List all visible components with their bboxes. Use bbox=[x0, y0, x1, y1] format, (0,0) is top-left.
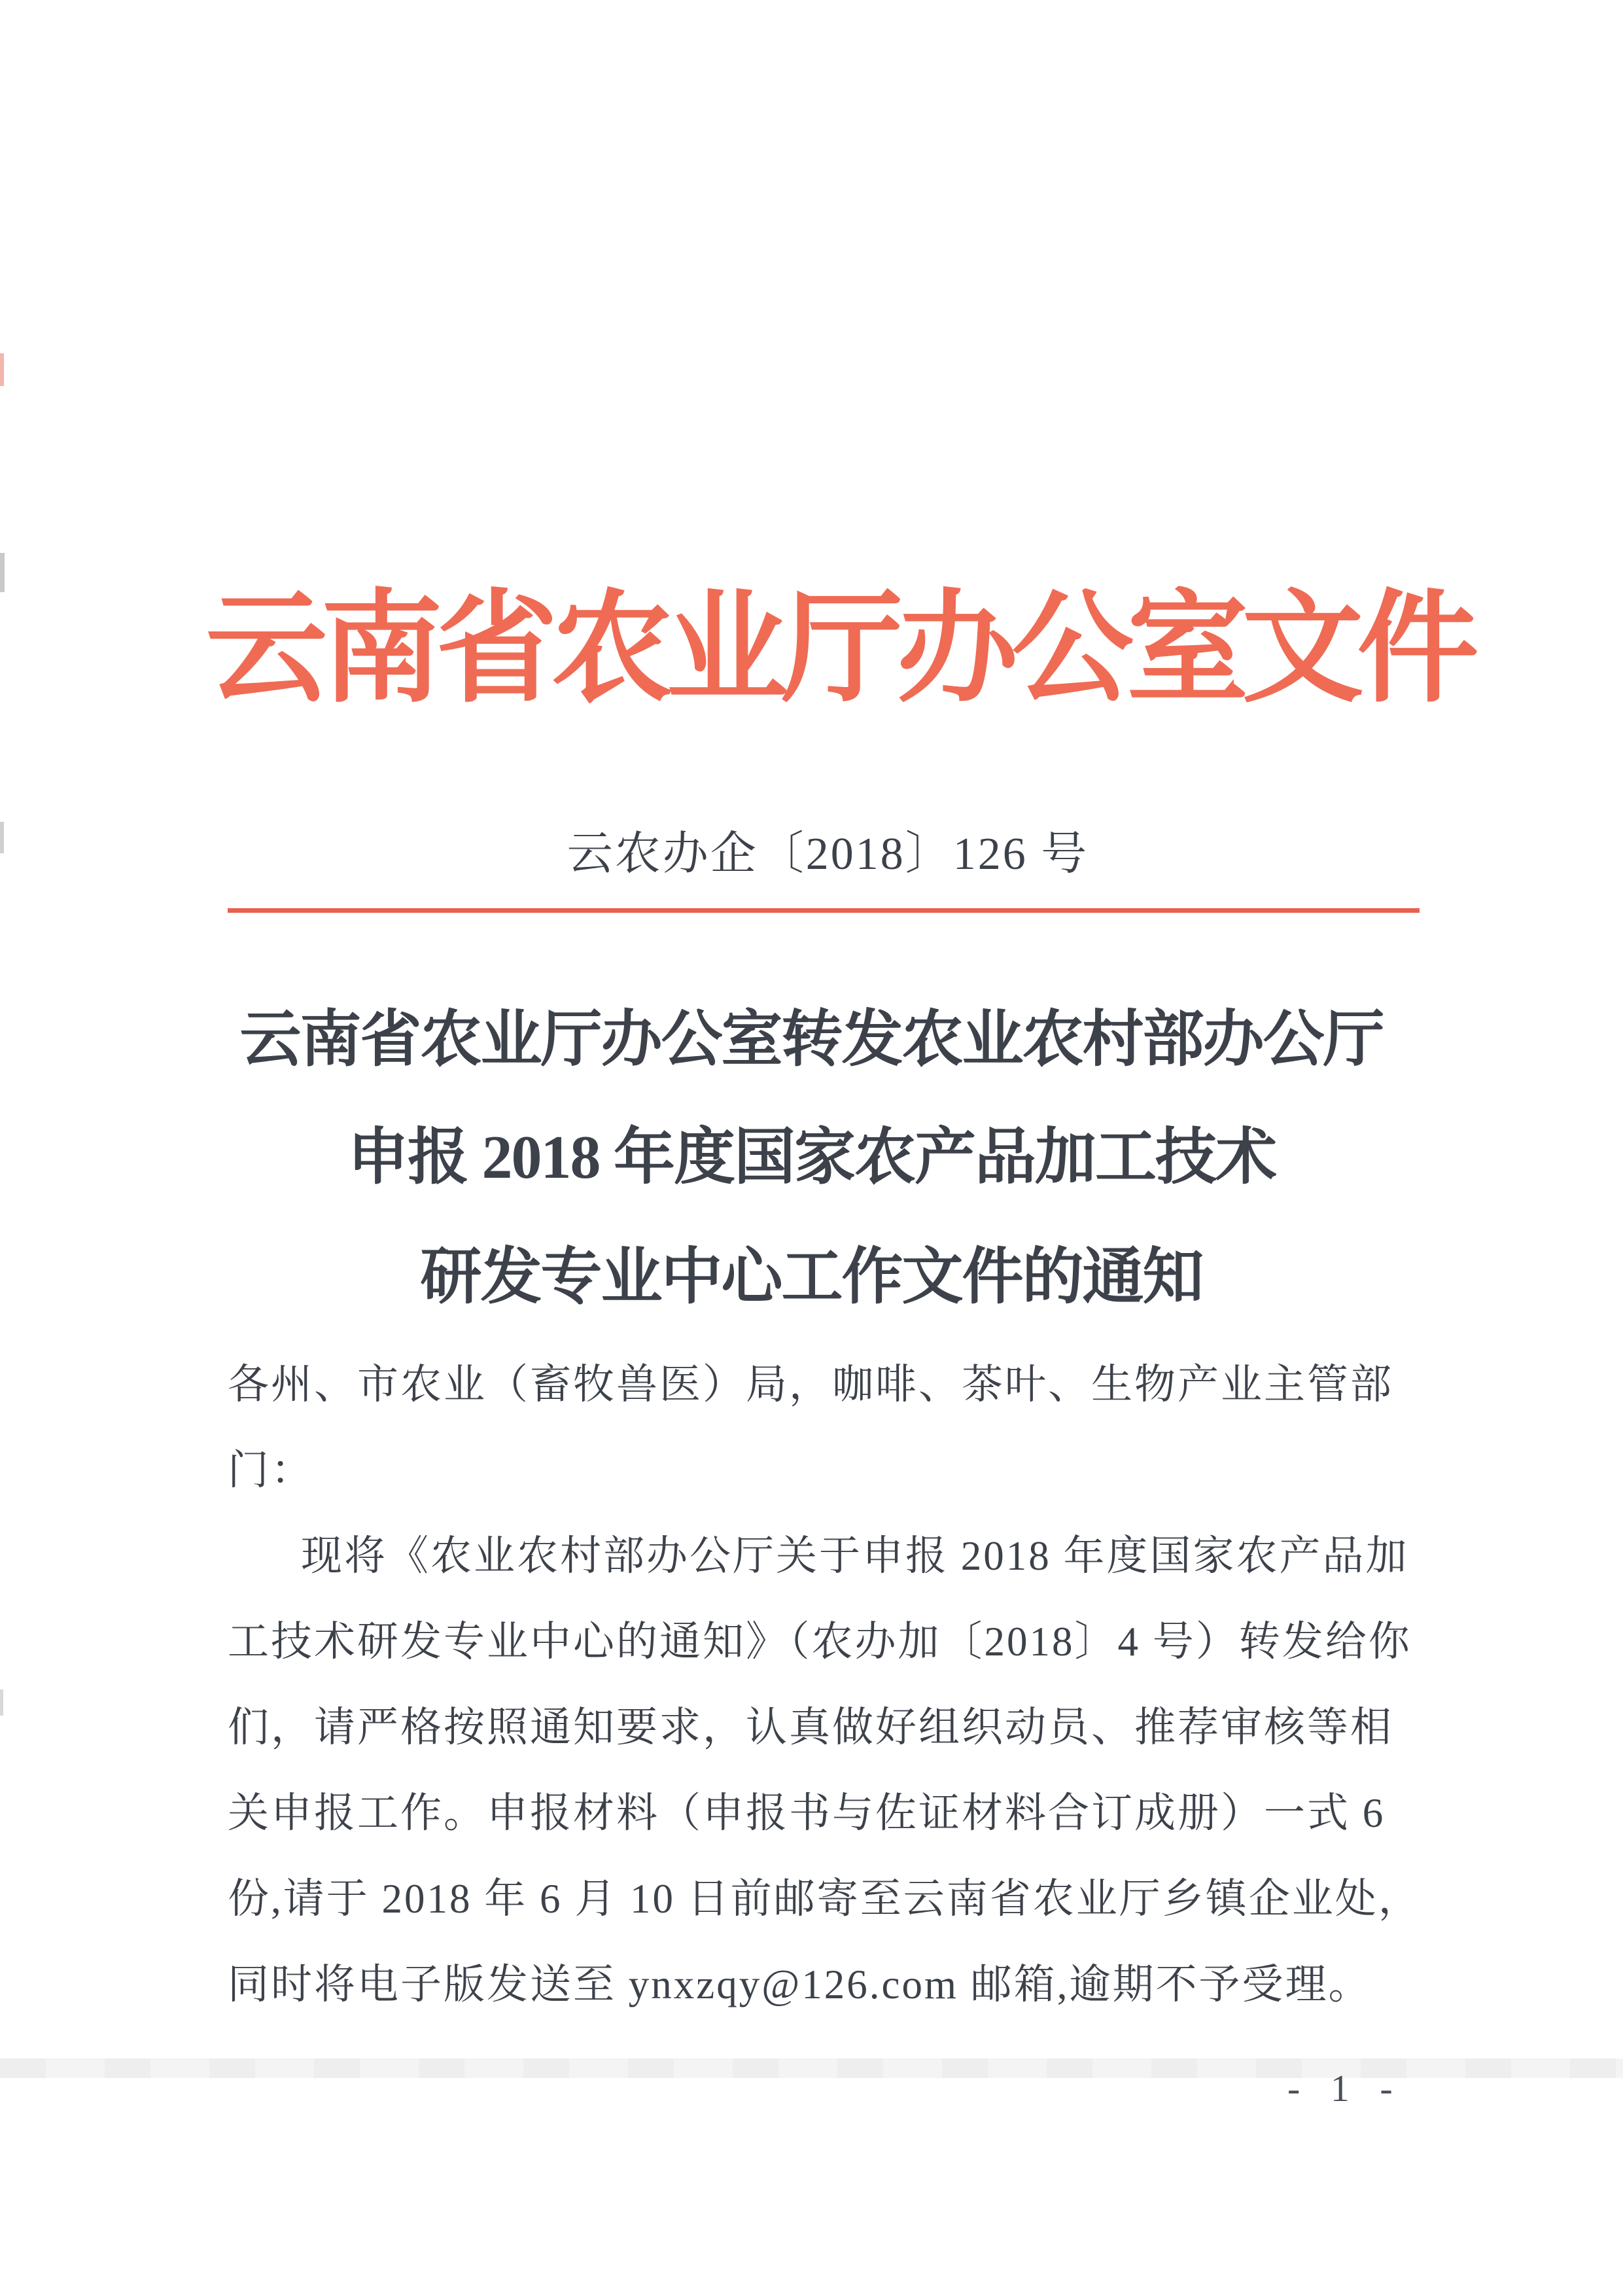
document-title-line-2: 申报 2018 年度国家农产品加工技术 bbox=[347, 1123, 1276, 1192]
body-paragraph-line-1: 现将《农业农村部办公厅关于申报 2018 年度国家农产品加 bbox=[301, 1533, 1409, 1579]
scan-artifact bbox=[0, 1689, 3, 1716]
body-salutation-line-1: 各州、市农业（畜牧兽医）局，咖啡、茶叶、生物产业主管部 bbox=[228, 1362, 1393, 1407]
body-paragraph-line-4: 关申报工作。申报材料（申报书与佐证材料合订成册）一式 6 bbox=[228, 1790, 1386, 1836]
page-number: - 1 - bbox=[1287, 2067, 1403, 2110]
body-paragraph-line-2: 工技术研发专业中心的通知》（农办加〔2018〕4 号）转发给你 bbox=[228, 1619, 1412, 1665]
document-number: 云农办企〔2018〕126 号 bbox=[567, 829, 1089, 879]
body-salutation-line-2: 门： bbox=[228, 1447, 314, 1493]
red-divider-rule bbox=[228, 908, 1420, 913]
scan-artifact bbox=[0, 553, 5, 592]
body-paragraph-line-3: 们，请严格按照通知要求，认真做好组织动员、推荐审核等相 bbox=[228, 1704, 1393, 1750]
masthead-title: 云南省农业厅办公室文件 bbox=[205, 582, 1473, 717]
body-paragraph-line-6: 同时将电子版发送至 ynxzqy@126.com 邮箱,逾期不予受理。 bbox=[228, 1962, 1372, 2007]
body-paragraph-line-5: 份,请于 2018 年 6 月 10 日前邮寄至云南省农业厅乡镇企业处， bbox=[228, 1876, 1422, 1922]
document-title-line-1: 云南省农业厅办公室转发农业农村部办公厅 bbox=[239, 1006, 1384, 1074]
document-title-line-3: 研发专业中心工作文件的通知 bbox=[420, 1243, 1203, 1311]
scan-artifact bbox=[0, 822, 4, 853]
scan-artifact bbox=[0, 353, 4, 386]
